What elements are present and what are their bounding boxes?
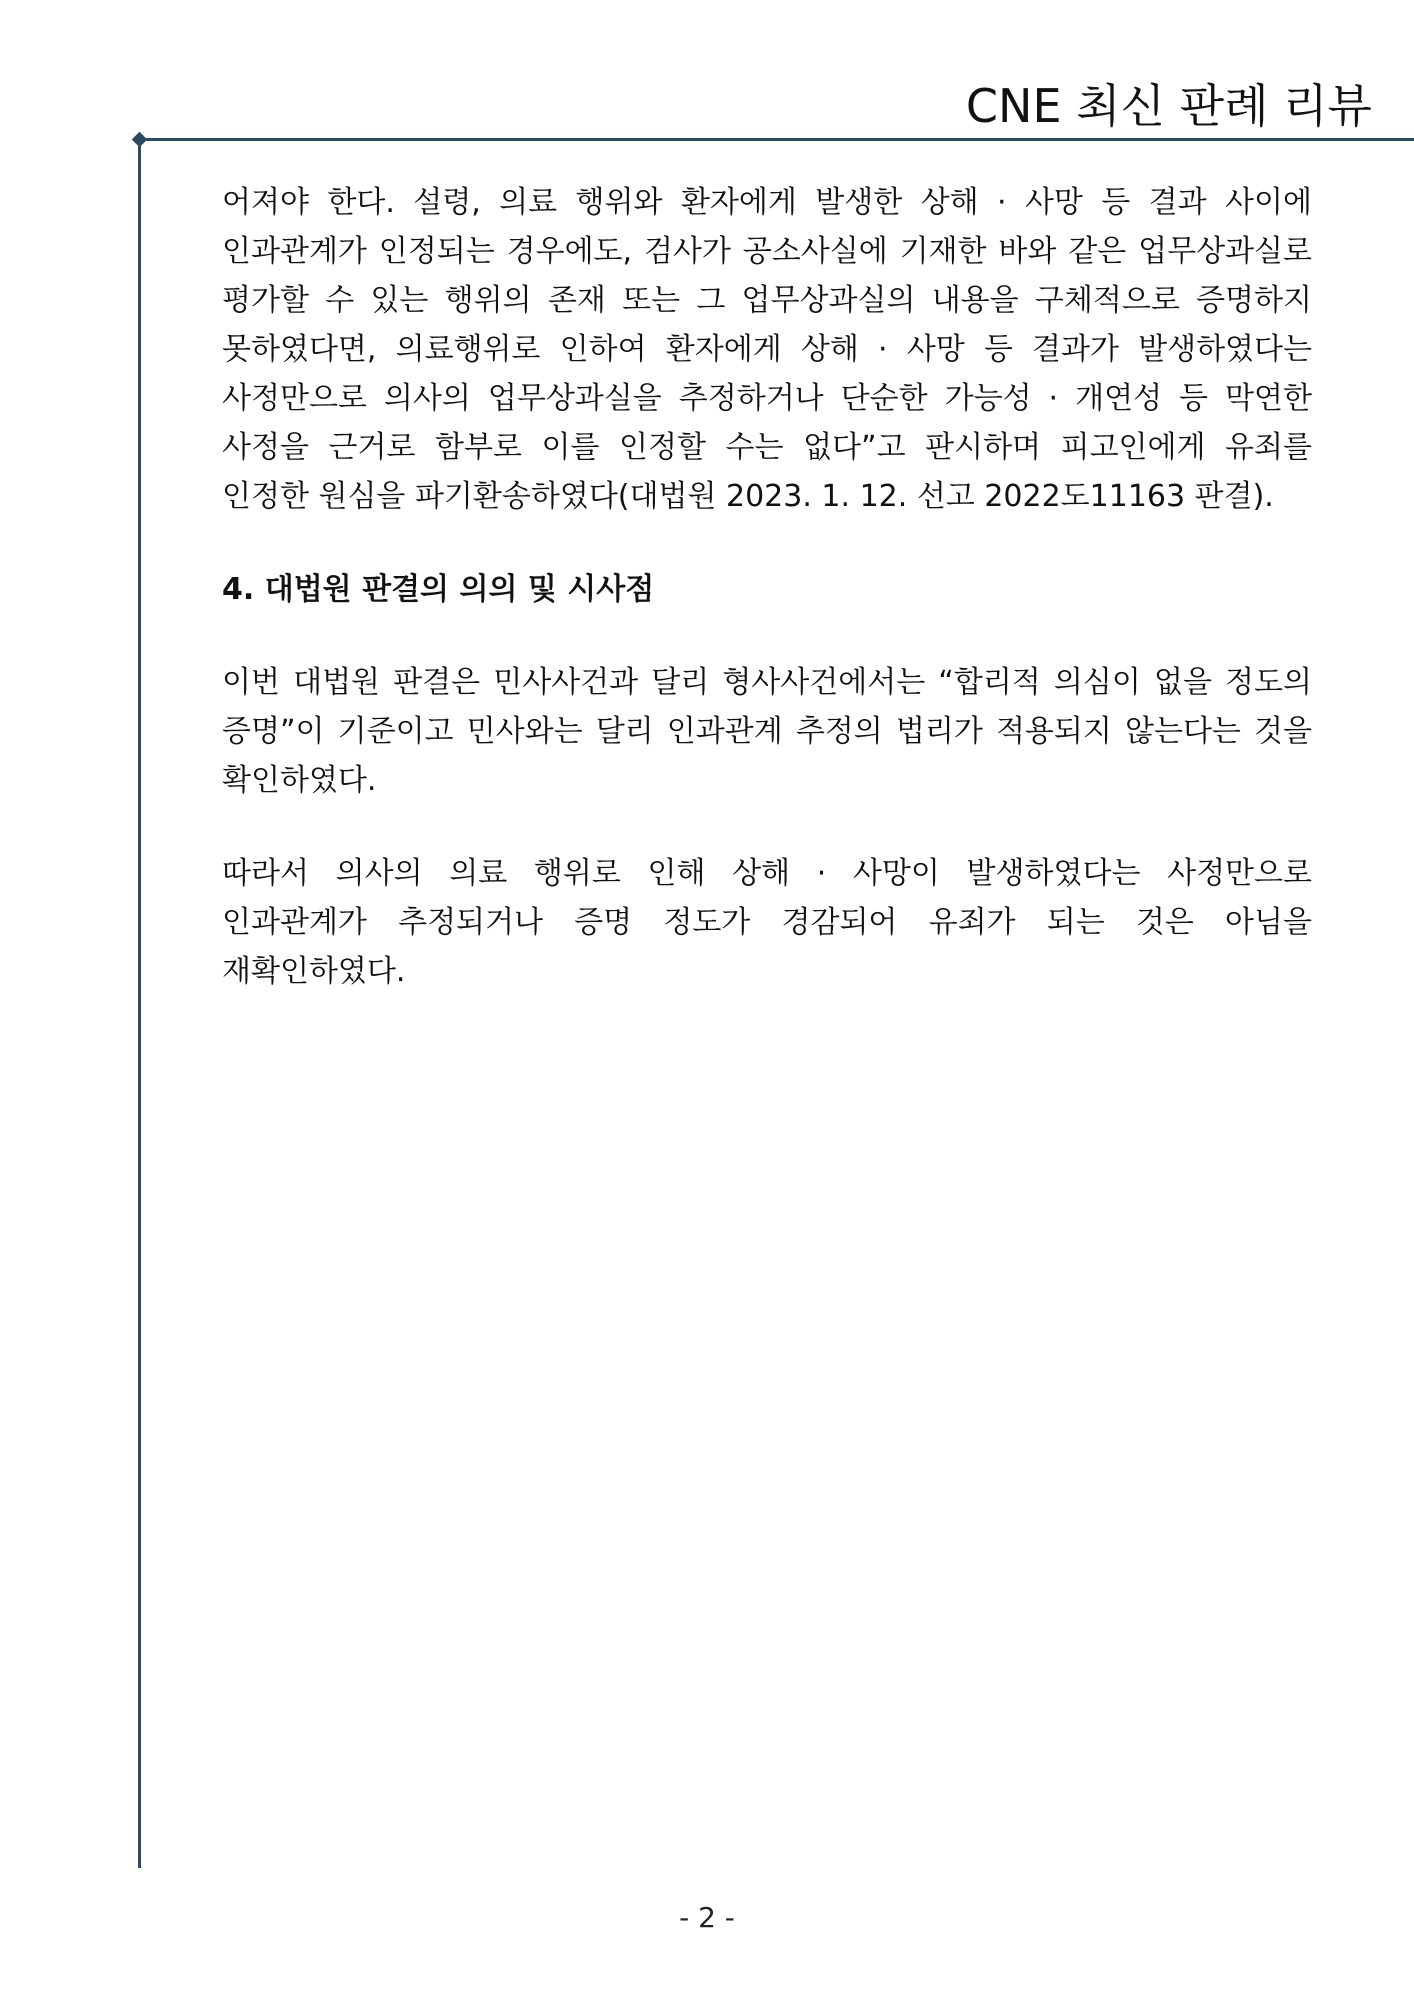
paragraph-1: 어져야 한다. 설령, 의료 행위와 환자에게 발생한 상해 · 사망 등 결과 사이에 인과관계가 인정되는 경우에도, 검사가 공소사실에 기재한 바와 같은 업무상과실로 평가할 수 있는 행위의 존재 또는 그 업무상과실의 내용을 구체적으로 증명하지 못하였다면, 의료행위로 인하여 환자에게 상해 · 사망 등 결과가 발생하였다는 사정만으로 의사의 업무상과실을 추정하거나 단순한 가능성 · 개연성 등 막연한 사정을 근거로 함부로 이를 인정할 수는 없다”고 판시하며 피고인에게 유죄를 인정한 원심을 파기환송하였다(대법원 2023. 1. 12. 선고 2022도11163 판결).: [222, 185, 1312, 514]
page-number: - 2 -: [679, 1901, 735, 1934]
header-rule: [138, 138, 1414, 141]
paragraph-3: 따라서 의사의 의료 행위로 인해 상해 · 사망이 발생하였다는 사정만으로 인과관계가 추정되거나 증명 정도가 경감되어 유죄가 되는 것은 아님을 재확인하였다.: [222, 856, 1312, 989]
paragraph-2: 이번 대법원 판결은 민사사건과 달리 형사사건에서는 “합리적 의심이 없을 정도의 증명”이 기준이고 민사와는 달리 인과관계 추정의 법리가 적용되지 않는다는 것을 확인하였다.: [222, 665, 1312, 798]
document-body: [222, 178, 1312, 996]
margin-rule: [138, 138, 141, 1868]
rule-corner-marker: [132, 132, 148, 148]
paragraph-spacer: [222, 805, 1312, 849]
header-title: CNE 최신 판례 리뷰: [965, 79, 1372, 133]
section-heading: 4. 대법원 판결의 의의 및 시사점: [222, 572, 655, 607]
